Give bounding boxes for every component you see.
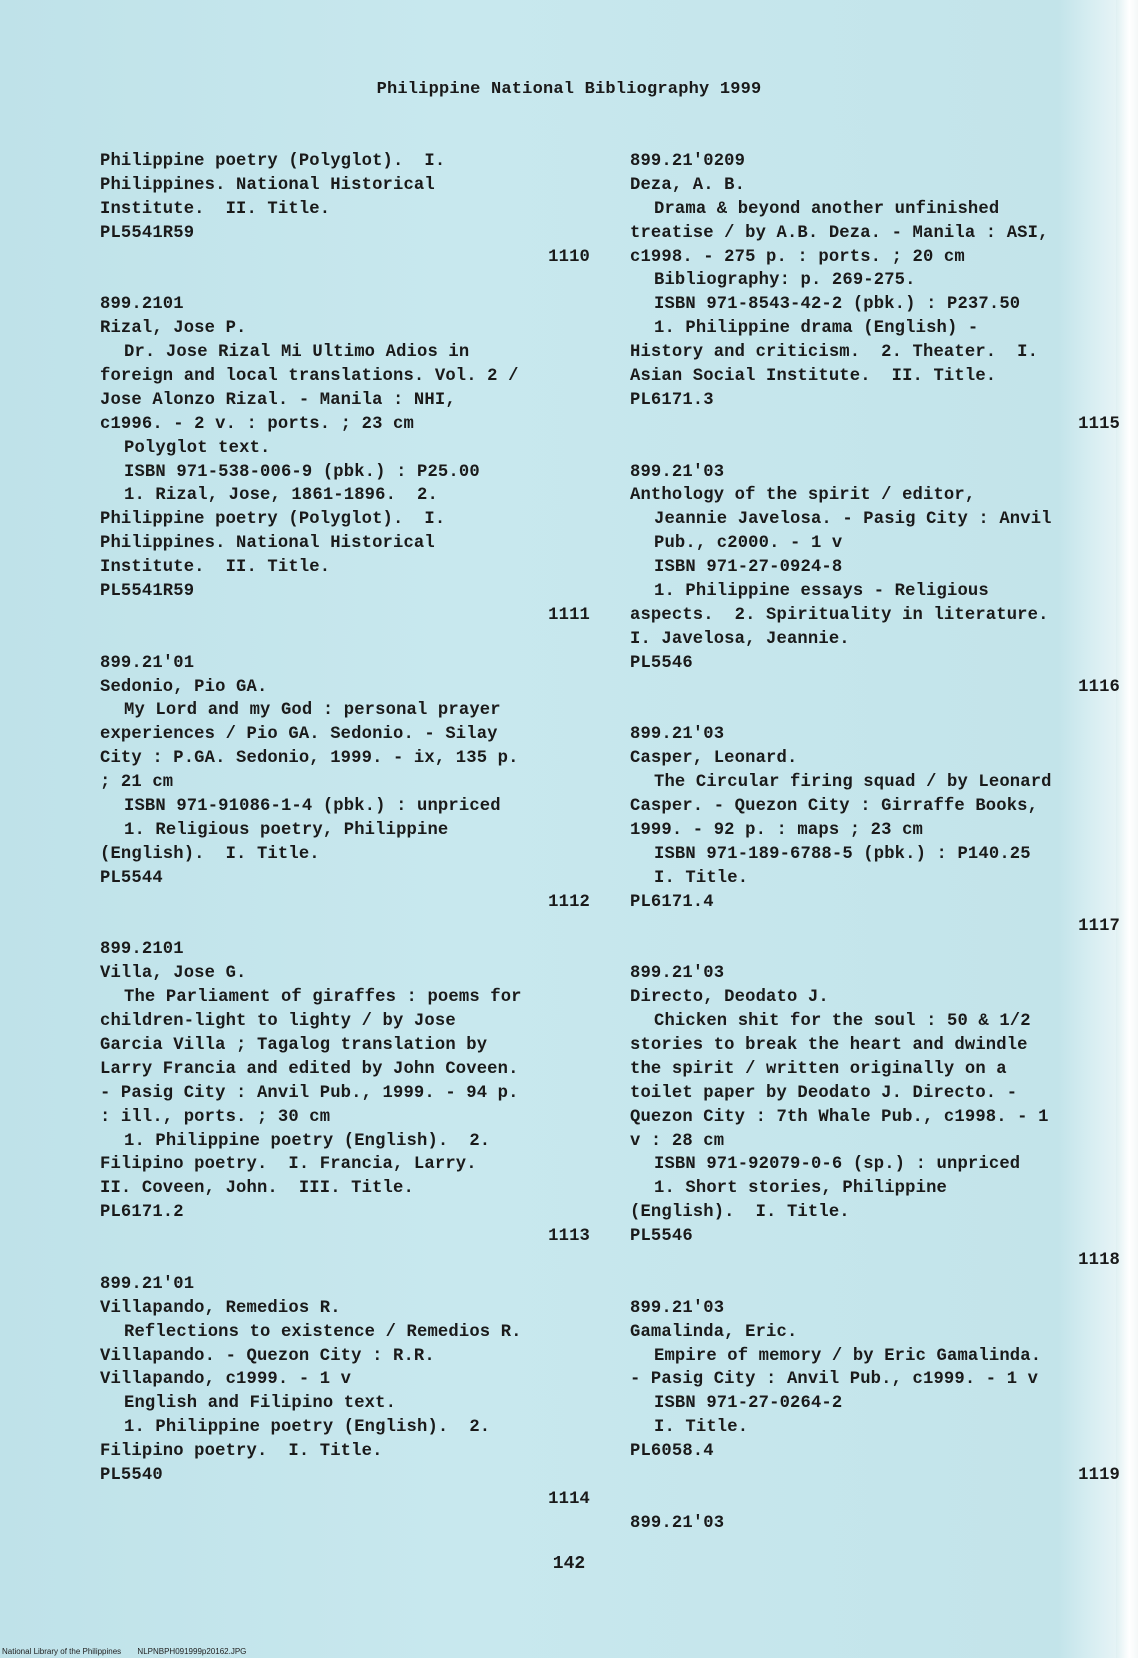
entry-spacer — [630, 699, 1120, 723]
entry-line: 899.21'03 — [630, 462, 725, 482]
entry-line: Drama & beyond another unfinished — [654, 199, 1000, 219]
entry-line: PL5546 — [630, 1227, 693, 1247]
entry-line: Filipino poetry. I. Francia, Larry. — [100, 1155, 477, 1175]
entry-number: 1114 — [548, 1489, 590, 1509]
entry-line: Rizal, Jose P. — [100, 319, 247, 339]
entry-line: - Pasig City : Anvil Pub., c1999. - 1 v — [630, 1370, 1039, 1390]
entry-line: children-light to lighty / by Jose — [100, 1012, 456, 1032]
entry-line: Anthology of the spirit / editor, — [630, 486, 976, 506]
entry-line: ISBN 971-189-6788-5 (pbk.) : P140.25 — [654, 844, 1031, 864]
entry-line: 1. Philippine essays - Religious — [654, 582, 989, 602]
entry-spacer — [630, 938, 1120, 962]
right-column — [630, 150, 1120, 1536]
page-header: Philippine National Bibliography 1999 — [376, 80, 762, 99]
entry-spacer — [100, 915, 590, 939]
entry-line: Philippines. National Historical — [100, 534, 435, 554]
entry-line: 899.21'03 — [630, 964, 725, 984]
entry-line: Villapando, c1999. - 1 v — [100, 1370, 352, 1390]
entry-line: experiences / Pio GA. Sedonio. - Silay — [100, 725, 498, 745]
entry-line: 899.21'03 — [630, 1513, 725, 1533]
entry-line: PL5541R59 — [100, 582, 195, 602]
entry-spacer — [100, 269, 590, 293]
entry-line: Directo, Deodato J. — [630, 988, 829, 1008]
entry-number: 1112 — [548, 892, 590, 912]
entry-line: (English). I. Title. — [100, 844, 320, 864]
entry-line: ISBN 971-27-0924-8 — [654, 558, 843, 578]
entry-line: Institute. II. Title. — [100, 199, 331, 219]
entry-line: II. Coveen, John. III. Title. — [100, 1179, 414, 1199]
entry-line: 1. Short stories, Philippine — [654, 1179, 947, 1199]
entry-line: stories to break the heart and dwindle — [630, 1035, 1028, 1055]
entry-line: ISBN 971-8543-42-2 (pbk.) : P237.50 — [654, 295, 1021, 315]
entry-line: 899.21'03 — [630, 1298, 725, 1318]
entry-line: I. Title. — [654, 1418, 749, 1438]
entry-spacer — [630, 1273, 1120, 1297]
entry-line: (English). I. Title. — [630, 1203, 850, 1223]
entry-number: 1119 — [1078, 1465, 1120, 1485]
entry-line: 1999. - 92 p. : maps ; 23 cm — [630, 820, 923, 840]
left-column — [100, 150, 590, 1512]
entry-line: Villapando. - Quezon City : R.R. — [100, 1346, 435, 1366]
entry-line: foreign and local translations. Vol. 2 / — [100, 367, 519, 387]
scan-footer — [2, 1647, 260, 1657]
entry-line: 899.21'01 — [100, 1274, 195, 1294]
entry-line: PL5546 — [630, 653, 693, 673]
entry-line: Jose Alonzo Rizal. - Manila : NHI, — [100, 390, 456, 410]
entry-line: Chicken shit for the soul : 50 & 1/2 — [654, 1012, 1031, 1032]
entry-line: Garcia Villa ; Tagalog translation by — [100, 1035, 488, 1055]
entry-line: Filipino poetry. I. Title. — [100, 1442, 383, 1462]
entry-line: c1996. - 2 v. : ports. ; 23 cm — [100, 414, 414, 434]
entry-line: City : P.GA. Sedonio, 1999. - ix, 135 p. — [100, 749, 519, 769]
entry-line: Gamalinda, Eric. — [630, 1322, 798, 1342]
entry-spacer — [630, 1488, 1120, 1512]
entry-line: 1. Religious poetry, Philippine — [124, 820, 449, 840]
entry-line: The Parliament of giraffes : poems for — [124, 988, 522, 1008]
entry-line: toilet paper by Deodato J. Directo. - — [630, 1083, 1018, 1103]
entry-line: Dr. Jose Rizal Mi Ultimo Adios in — [124, 343, 470, 363]
entry-line: Larry Francia and edited by John Coveen. — [100, 1059, 519, 1079]
entry-line: The Circular firing squad / by Leonard — [654, 773, 1052, 793]
entry-number: 1118 — [1078, 1250, 1120, 1270]
entry-line: : ill., ports. ; 30 cm — [100, 1107, 331, 1127]
entry-line: 899.21'01 — [100, 653, 195, 673]
entry-number: 1117 — [1078, 916, 1120, 936]
entry-line: Reflections to existence / Remedios R. — [124, 1322, 522, 1342]
entry-line: 899.21'03 — [630, 725, 725, 745]
entry-line: PL6171.2 — [100, 1203, 184, 1223]
entry-line: ; 21 cm — [100, 773, 174, 793]
entry-spacer — [630, 437, 1120, 461]
entry-line: History and criticism. 2. Theater. I. — [630, 343, 1039, 363]
entry-line: - Pasig City : Anvil Pub., 1999. - 94 p. — [100, 1083, 519, 1103]
entry-line: aspects. 2. Spirituality in literature. — [630, 605, 1049, 625]
entry-line: v : 28 cm — [630, 1131, 725, 1151]
entry-line: 1. Philippine poetry (English). 2. — [124, 1131, 491, 1151]
entry-line: 1. Rizal, Jose, 1861-1896. 2. — [124, 486, 438, 506]
entry-line: 899.2101 — [100, 940, 184, 960]
page-number: 142 — [552, 1554, 586, 1574]
entry-number: 1111 — [548, 605, 590, 625]
entry-line: PL5540 — [100, 1465, 163, 1485]
entry-line: Philippine poetry (Polyglot). I. — [100, 152, 446, 171]
entry-line: PL6058.4 — [630, 1442, 714, 1462]
entry-line: Deza, A. B. — [630, 175, 746, 195]
entry-line: the spirit / written originally on a — [630, 1059, 1007, 1079]
entry-line: Jeannie Javelosa. - Pasig City : Anvil — [654, 510, 1052, 530]
footer-filename: NLPNBPH091999p20162.JPG — [137, 1647, 247, 1656]
entry-line: treatise / by A.B. Deza. - Manila : ASI, — [630, 223, 1049, 243]
entry-number: 1113 — [548, 1227, 590, 1247]
entry-line: Quezon City : 7th Whale Pub., c1998. - 1 — [630, 1107, 1049, 1127]
entry-spacer — [100, 1249, 590, 1273]
entry-line: Pub., c2000. - 1 v — [654, 534, 843, 554]
entry-line: 899.2101 — [100, 295, 184, 315]
entry-line: Philippines. National Historical — [100, 175, 435, 195]
entry-line: Empire of memory / by Eric Gamalinda. — [654, 1346, 1042, 1366]
entry-line: Polyglot text. — [124, 438, 271, 458]
entry-line: PL5541R59 — [100, 223, 195, 243]
entry-line: 1. Philippine poetry (English). 2. — [124, 1418, 491, 1438]
entry-line: ISBN 971-538-006-9 (pbk.) : P25.00 — [124, 462, 480, 482]
entry-line: PL5544 — [100, 868, 163, 888]
entry-line: 1. Philippine drama (English) - — [654, 319, 979, 339]
entry-line: Philippine poetry (Polyglot). I. — [100, 510, 446, 530]
entry-line: My Lord and my God : personal prayer — [124, 701, 501, 721]
entry-line: Institute. II. Title. — [100, 558, 331, 578]
entry-number: 1115 — [1078, 414, 1120, 434]
entry-line: c1998. - 275 p. : ports. ; 20 cm — [630, 247, 965, 267]
entry-line: English and Filipino text. — [124, 1394, 397, 1414]
entry-line: I. Title. — [654, 868, 749, 888]
entry-line: PL6171.3 — [630, 390, 714, 410]
entry-number: 1110 — [548, 247, 590, 267]
entry-line: Villa, Jose G. — [100, 964, 247, 984]
entry-line: 899.21'0209 — [630, 152, 746, 171]
entry-line: Bibliography: p. 269-275. — [654, 271, 916, 291]
entry-line: ISBN 971-92079-0-6 (sp.) : unpriced — [654, 1155, 1021, 1175]
entry-line: I. Javelosa, Jeannie. — [630, 629, 850, 649]
entry-spacer — [100, 628, 590, 652]
entry-line: Villapando, Remedios R. — [100, 1298, 341, 1318]
entry-number: 1116 — [1078, 677, 1120, 697]
entry-line: PL6171.4 — [630, 892, 714, 912]
entry-line: Casper. - Quezon City : Girraffe Books, — [630, 797, 1039, 817]
entry-line: Sedonio, Pio GA. — [100, 677, 268, 697]
entry-line: ISBN 971-91086-1-4 (pbk.) : unpriced — [124, 797, 501, 817]
entry-line: ISBN 971-27-0264-2 — [654, 1394, 843, 1414]
entry-line: Asian Social Institute. II. Title. — [630, 367, 997, 387]
entry-line: Casper, Leonard. — [630, 749, 798, 769]
footer-library: National Library of the Philippines — [2, 1647, 122, 1656]
